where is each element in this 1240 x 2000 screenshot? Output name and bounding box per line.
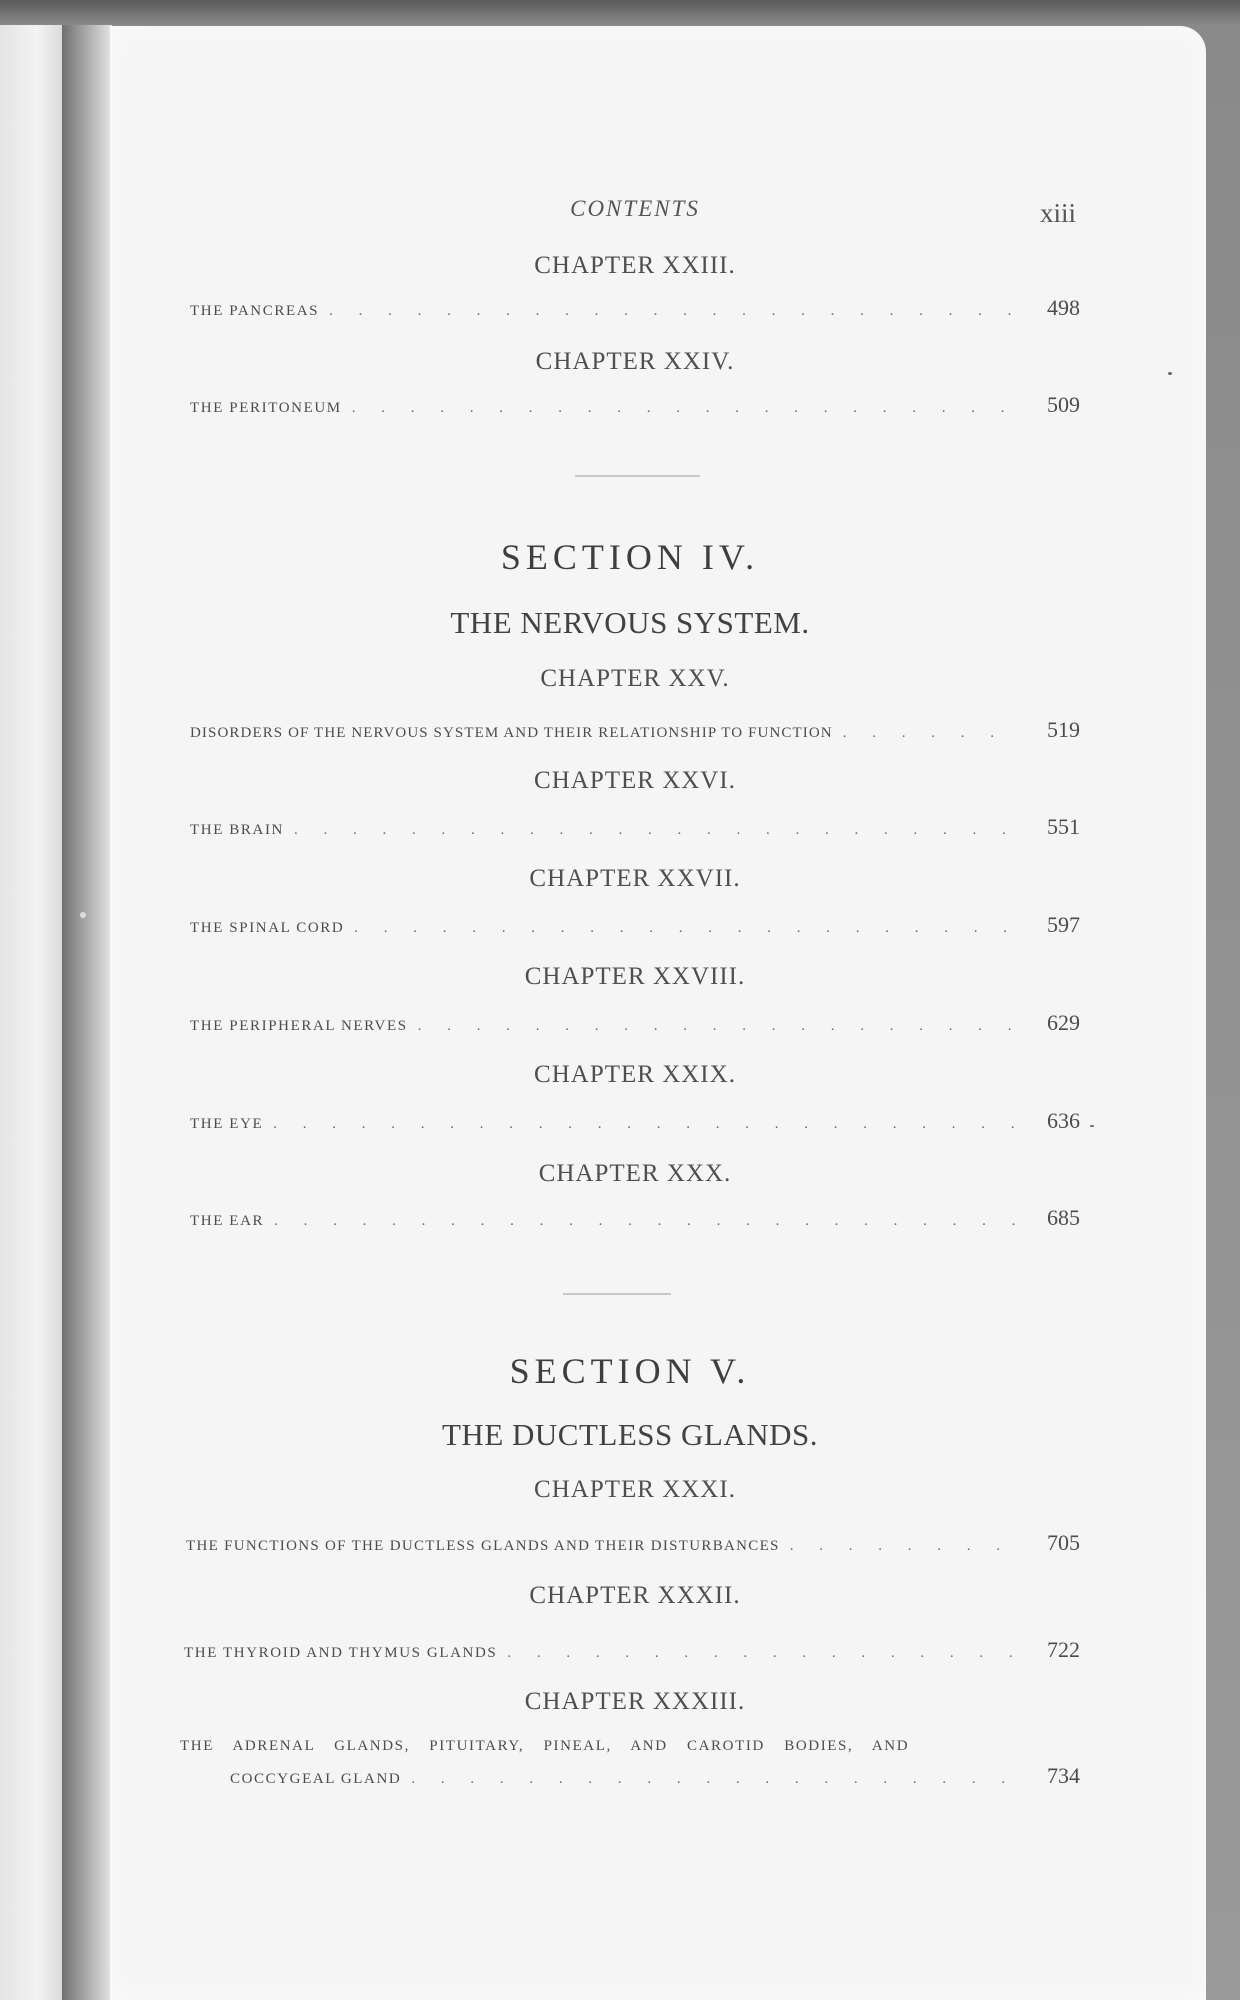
entry-page-number: 636: [1047, 1108, 1080, 1133]
entry-title: THE EYE: [190, 1116, 264, 1132]
entry-title-continuation: [230, 1763, 1080, 1789]
scan-speck: [1168, 372, 1172, 375]
dot-leader: [284, 822, 1020, 839]
chapter-heading: CHAPTER XXV.: [540, 665, 730, 692]
running-head: CONTENTS: [570, 196, 700, 221]
page-number: xiii: [1040, 198, 1077, 228]
dot-leader: [408, 1018, 1020, 1035]
toc-entry: [180, 1738, 1080, 1789]
entry-title: THE EAR: [190, 1213, 265, 1229]
entry-page-number: 734: [1047, 1763, 1080, 1788]
chapter-heading: CHAPTER XXVII.: [529, 865, 741, 892]
section-divider: [575, 475, 700, 477]
previous-page-edge: [0, 25, 62, 2000]
entry-title: THE FUNCTIONS OF THE DUCTLESS GLANDS AND THEIR DISTURBANCES: [186, 1538, 780, 1554]
entry-title: THE PANCREAS: [190, 303, 320, 319]
dot-leader: [497, 1645, 1020, 1662]
dot-leader: [780, 1538, 1020, 1555]
scan-speck: [1090, 1125, 1094, 1127]
entry-page-number: 551: [1047, 814, 1080, 839]
toc-entry: [184, 1637, 1080, 1667]
chapter-heading: CHAPTER XXXIII.: [524, 1688, 746, 1715]
entry-title: THE BRAIN: [190, 822, 284, 838]
book-gutter: [62, 25, 112, 2000]
entry-page-number: 685: [1047, 1205, 1080, 1230]
section-heading: SECTION V.: [509, 1351, 751, 1391]
entry-title: THE PERIPHERAL NERVES: [190, 1018, 408, 1034]
dot-leader: [263, 1116, 1020, 1133]
dot-leader: [342, 400, 1020, 417]
entry-page-number: 629: [1047, 1010, 1080, 1035]
toc-entry: [186, 1530, 1080, 1560]
dot-leader: [833, 725, 1020, 742]
dot-leader: [264, 1213, 1020, 1230]
dot-leader: [401, 1771, 1020, 1788]
entry-title-line-2: COCCYGEAL GLAND: [230, 1771, 402, 1787]
toc-entry: [190, 1010, 1080, 1040]
entry-title: DISORDERS OF THE NERVOUS SYSTEM AND THEIR RELATIONSHIP TO FUNCTION: [190, 725, 833, 741]
dot-leader: [319, 303, 1020, 320]
entry-page-number: 597: [1047, 912, 1080, 937]
chapter-heading: CHAPTER XXXI.: [534, 1476, 736, 1503]
chapter-heading: CHAPTER XXIII.: [534, 252, 736, 279]
entry-page-number: 498: [1047, 295, 1080, 320]
chapter-heading: CHAPTER XXVI.: [534, 767, 736, 794]
entry-title: THE ADRENAL GLANDS, PITUITARY, PINEAL, AND CAROTID BODIES, AND: [180, 1738, 910, 1754]
toc-entry: [190, 912, 1080, 942]
entry-page-number: 705: [1047, 1530, 1080, 1555]
chapter-heading: CHAPTER XXX.: [538, 1160, 732, 1187]
toc-entry: [190, 1108, 1080, 1138]
dot-leader: [344, 920, 1020, 937]
toc-entry: [190, 717, 1080, 747]
toc-entry: [190, 392, 1080, 422]
chapter-heading: CHAPTER XXIX.: [534, 1061, 736, 1088]
entry-page-number: 519: [1047, 717, 1080, 742]
toc-entry: [190, 295, 1080, 325]
entry-title: THE SPINAL CORD: [190, 920, 345, 936]
section-divider: [563, 1293, 671, 1295]
toc-entry: [190, 814, 1080, 844]
entry-title: THE THYROID AND THYMUS GLANDS: [184, 1645, 498, 1661]
entry-page-number: 722: [1047, 1637, 1080, 1662]
chapter-heading: CHAPTER XXVIII.: [524, 963, 746, 990]
chapter-heading: CHAPTER XXIV.: [535, 348, 735, 375]
section-title: THE DUCTLESS GLANDS.: [442, 1417, 818, 1452]
entry-title: THE PERITONEUM: [190, 400, 342, 416]
section-heading: SECTION IV.: [500, 537, 760, 577]
section-title: THE NERVOUS SYSTEM.: [450, 605, 810, 640]
chapter-heading: CHAPTER XXXII.: [529, 1582, 741, 1609]
entry-page-number: 509: [1047, 392, 1080, 417]
toc-entry: [190, 1205, 1080, 1235]
scan-speck: [80, 912, 86, 918]
